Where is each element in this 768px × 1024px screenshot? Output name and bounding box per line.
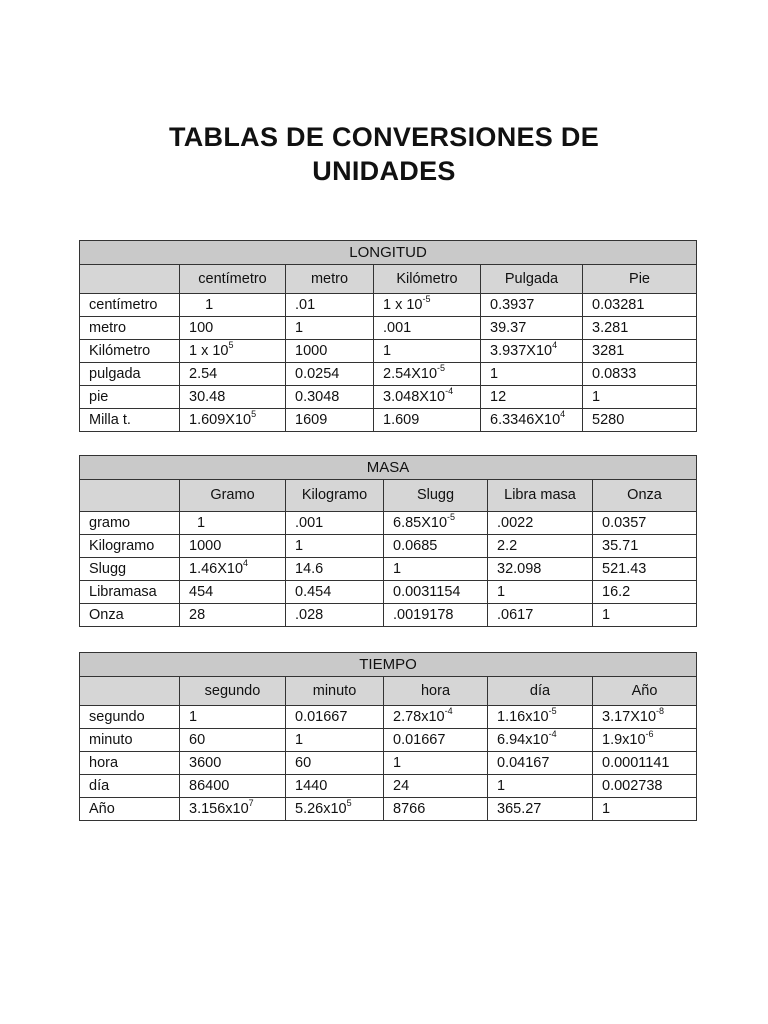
table-cell: 1 xyxy=(583,386,697,409)
table-cell: 1 xyxy=(384,752,488,775)
table-row xyxy=(80,752,697,775)
row-label: pie xyxy=(80,386,180,409)
table-cell: 1 xyxy=(286,535,384,558)
exponent: 4 xyxy=(560,409,566,419)
column-header: Kilómetro xyxy=(374,265,481,294)
table-cell: 0.002738 xyxy=(593,775,697,798)
table-cell: $6.85X10^{-5}$ xyxy=(384,512,488,535)
tiempo-table xyxy=(79,652,697,821)
column-header: día xyxy=(488,677,593,706)
table-cell: 100 xyxy=(180,317,286,340)
table-cell: 0.0357 xyxy=(593,512,697,535)
table-row xyxy=(80,558,697,581)
exponent: -4 xyxy=(444,706,453,716)
longitud-heading: LONGITUD xyxy=(80,241,697,265)
column-header-row xyxy=(80,677,697,706)
corner-cell xyxy=(80,677,180,706)
column-header: metro xyxy=(286,265,374,294)
table-cell: 0.01667 xyxy=(384,729,488,752)
table-row xyxy=(80,317,697,340)
table-cell: 1 x $10^5$ xyxy=(180,340,286,363)
table-row xyxy=(80,409,697,432)
table-cell: 1609 xyxy=(286,409,374,432)
exponent: -6 xyxy=(645,729,654,739)
row-label: Kilogramo xyxy=(80,535,180,558)
table-cell: 0.454 xyxy=(286,581,384,604)
column-header: minuto xyxy=(286,677,384,706)
table-cell: 1440 xyxy=(286,775,384,798)
tiempo-heading: TIEMPO xyxy=(80,653,697,677)
table-cell: .01 xyxy=(286,294,374,317)
table-cell: 521.43 xyxy=(593,558,697,581)
table-cell: 30.48 xyxy=(180,386,286,409)
row-label: Año xyxy=(80,798,180,821)
exponent: -4 xyxy=(445,386,454,396)
column-header-row xyxy=(80,480,697,512)
table-cell: 1 xyxy=(286,729,384,752)
table-cell: $3.048X10^{-4}$ xyxy=(374,386,481,409)
table-row xyxy=(80,798,697,821)
table-cell: 1 xyxy=(481,363,583,386)
table-cell: 1.609 xyxy=(374,409,481,432)
table-cell: 5280 xyxy=(583,409,697,432)
table-row xyxy=(80,363,697,386)
column-header: segundo xyxy=(180,677,286,706)
table-cell: 0.01667 xyxy=(286,706,384,729)
column-header: Año xyxy=(593,677,697,706)
table-row xyxy=(80,294,697,317)
table-cell: 1000 xyxy=(286,340,374,363)
title-line-1: TABLAS DE CONVERSIONES DE xyxy=(168,122,600,152)
column-header: Pulgada xyxy=(481,265,583,294)
table-cell: 1 xyxy=(180,512,286,535)
table-cell: $6.3346X10^4$ xyxy=(481,409,583,432)
row-label: segundo xyxy=(80,706,180,729)
exponent: 4 xyxy=(243,558,249,568)
table-cell: 2.54 xyxy=(180,363,286,386)
title-line-2: UNIDADES xyxy=(312,156,456,186)
table-cell: 0.0001141 xyxy=(593,752,697,775)
table-cell: $2.78x10^{-4}$ xyxy=(384,706,488,729)
table-cell: 0.04167 xyxy=(488,752,593,775)
table-cell: 0.0254 xyxy=(286,363,374,386)
exponent: 5 xyxy=(228,340,234,350)
table-cell: 1 xyxy=(593,604,697,627)
exponent: -5 xyxy=(548,706,557,716)
table-cell: 3.281 xyxy=(583,317,697,340)
table-cell: 16.2 xyxy=(593,581,697,604)
exponent: 4 xyxy=(552,340,558,350)
table-cell: 1 xyxy=(488,581,593,604)
table-cell: 1 xyxy=(180,294,286,317)
table-cell: 0.03281 xyxy=(583,294,697,317)
table-row xyxy=(80,729,697,752)
table-cell: 0.3937 xyxy=(481,294,583,317)
table-cell: 1 xyxy=(488,775,593,798)
column-header: centímetro xyxy=(180,265,286,294)
row-label: gramo xyxy=(80,512,180,535)
row-label: hora xyxy=(80,752,180,775)
exponent: -5 xyxy=(422,294,431,304)
table-row xyxy=(80,386,697,409)
table-cell: 39.37 xyxy=(481,317,583,340)
exponent: 5 xyxy=(251,409,257,419)
row-label: Slugg xyxy=(80,558,180,581)
row-label: Milla t. xyxy=(80,409,180,432)
table-cell: 35.71 xyxy=(593,535,697,558)
table-row xyxy=(80,340,697,363)
table-cell: 24 xyxy=(384,775,488,798)
column-header: Pie xyxy=(583,265,697,294)
table-cell: .028 xyxy=(286,604,384,627)
table-cell: .0617 xyxy=(488,604,593,627)
table-cell: $1.16x10^{-5}$ xyxy=(488,706,593,729)
table-cell: 0.0833 xyxy=(583,363,697,386)
table-cell: 0.0685 xyxy=(384,535,488,558)
table-cell: 60 xyxy=(286,752,384,775)
table-cell: 1 xyxy=(180,706,286,729)
masa-table xyxy=(79,455,697,627)
column-header: hora xyxy=(384,677,488,706)
table-cell: 1000 xyxy=(180,535,286,558)
table-cell: $2.54X10^{-5}$ xyxy=(374,363,481,386)
table-cell: 454 xyxy=(180,581,286,604)
table-cell: 1 xyxy=(384,558,488,581)
table-cell: .0022 xyxy=(488,512,593,535)
table-cell: .001 xyxy=(374,317,481,340)
table-cell: 86400 xyxy=(180,775,286,798)
row-label: Onza xyxy=(80,604,180,627)
masa-heading: MASA xyxy=(80,456,697,480)
table-row xyxy=(80,581,697,604)
table-cell: 2.2 xyxy=(488,535,593,558)
table-cell: $3.17X10^{-8}$ xyxy=(593,706,697,729)
table-cell: 3600 xyxy=(180,752,286,775)
column-header: Gramo xyxy=(180,480,286,512)
table-cell: 12 xyxy=(481,386,583,409)
row-label: día xyxy=(80,775,180,798)
corner-cell xyxy=(80,265,180,294)
exponent: 5 xyxy=(346,798,352,808)
table-cell: $3.937X10^4$ xyxy=(481,340,583,363)
column-header: Libra masa xyxy=(488,480,593,512)
row-label: metro xyxy=(80,317,180,340)
exponent: -8 xyxy=(656,706,665,716)
table-cell: 60 xyxy=(180,729,286,752)
table-cell: .001 xyxy=(286,512,384,535)
page-title xyxy=(0,120,768,188)
table-cell: $3.156x10^7$ xyxy=(180,798,286,821)
table-cell: $6.94x10^{-4}$ xyxy=(488,729,593,752)
table-cell: 14.6 xyxy=(286,558,384,581)
table-cell: 0.3048 xyxy=(286,386,374,409)
table-row xyxy=(80,706,697,729)
table-cell: 1 xyxy=(593,798,697,821)
table-row xyxy=(80,512,697,535)
table-cell: .0019178 xyxy=(384,604,488,627)
column-header: Slugg xyxy=(384,480,488,512)
table-cell: 8766 xyxy=(384,798,488,821)
table-row xyxy=(80,775,697,798)
row-label: minuto xyxy=(80,729,180,752)
table-cell: $5.26x10^5$ xyxy=(286,798,384,821)
table-cell: 365.27 xyxy=(488,798,593,821)
row-label: centímetro xyxy=(80,294,180,317)
table-cell: $1.609X10^5$ xyxy=(180,409,286,432)
row-label: pulgada xyxy=(80,363,180,386)
table-cell: 1 xyxy=(286,317,374,340)
table-cell: 28 xyxy=(180,604,286,627)
table-cell: 0.0031154 xyxy=(384,581,488,604)
exponent: -4 xyxy=(548,729,557,739)
longitud-table xyxy=(79,240,697,432)
exponent: -5 xyxy=(437,363,446,373)
table-row xyxy=(80,604,697,627)
row-label: Libramasa xyxy=(80,581,180,604)
exponent: 7 xyxy=(248,798,254,808)
table-cell: $1.46X10^4$ xyxy=(180,558,286,581)
table-cell: 1 x $10^{-5}$ xyxy=(374,294,481,317)
row-label: Kilómetro xyxy=(80,340,180,363)
column-header-row xyxy=(80,265,697,294)
table-row xyxy=(80,535,697,558)
corner-cell xyxy=(80,480,180,512)
exponent: -5 xyxy=(447,512,456,522)
column-header: Kilogramo xyxy=(286,480,384,512)
column-header: Onza xyxy=(593,480,697,512)
table-cell: 32.098 xyxy=(488,558,593,581)
table-cell: 1 xyxy=(374,340,481,363)
table-cell: 3281 xyxy=(583,340,697,363)
table-cell: $1.9x10^{-6}$ xyxy=(593,729,697,752)
